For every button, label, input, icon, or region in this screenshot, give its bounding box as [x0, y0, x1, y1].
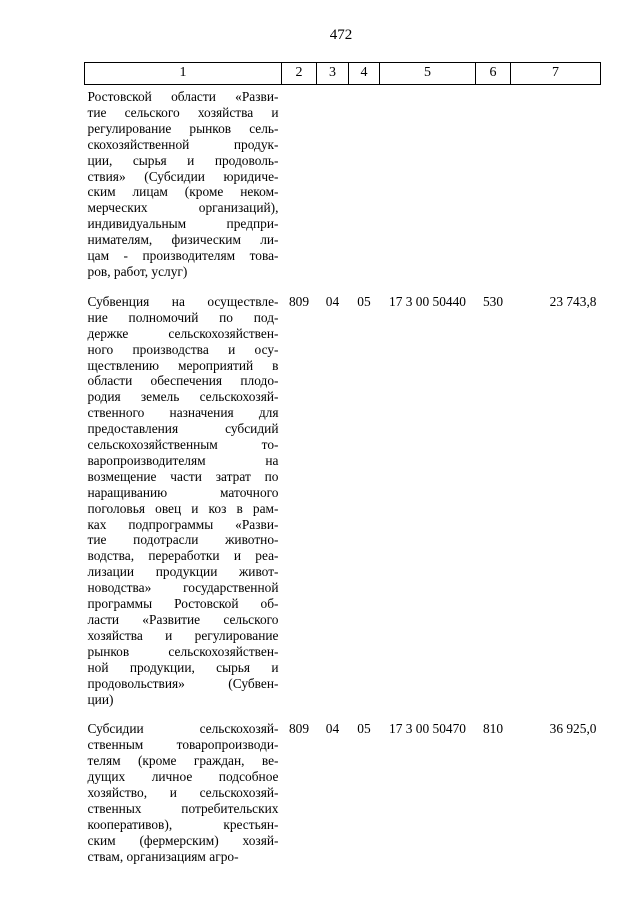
row-description [85, 85, 282, 280]
table-body [85, 85, 601, 865]
description-line: водства, переработки и реа- [87, 548, 279, 564]
amount-cell: 36 925,0 [549, 721, 597, 737]
description-line: ским лицам (кроме неком- [87, 184, 279, 200]
column-header-1: 1 [85, 63, 282, 85]
spacer-cell [85, 707, 282, 717]
description-line: ров, работ, услуг) [87, 263, 188, 279]
description-line: наращиванию маточного [87, 484, 279, 500]
description-line: лизации продукции живот- [87, 564, 279, 580]
description-line: возмещение части затрат по [87, 468, 279, 484]
spacer-cell [380, 280, 476, 290]
target-article-cell: 17 3 00 50440 [389, 293, 466, 309]
description-line: ках подпрограммы «Разви- [87, 516, 279, 532]
header-row [85, 63, 601, 85]
description-line: ствам, организациям агро- [87, 848, 239, 864]
description-line: ствия» (Субсидии юридиче- [87, 168, 279, 184]
table-row [85, 717, 601, 864]
spacer-cell [282, 280, 317, 290]
table-row [85, 290, 601, 708]
description-line: ществлению мероприятий в [87, 357, 279, 373]
description-line: программы Ростовской об- [87, 596, 279, 612]
expense-type-cell: 810 [482, 721, 504, 737]
description-line: нимателям, физическим ли- [87, 232, 279, 248]
description-line: ским (фермерским) хозяй- [87, 832, 279, 848]
description-line: сельскохозяйственным то- [87, 437, 279, 453]
description-line: ственных потребительских [87, 800, 279, 816]
column-header-7: 7 [511, 63, 601, 85]
description-line: ции) [87, 691, 114, 707]
description-line: родия земель сельскохозяй- [87, 389, 279, 405]
description-line: новодства» государственной [87, 580, 279, 596]
description-line: варопроизводителям на [87, 452, 279, 468]
section-cell [317, 85, 349, 280]
description-line: ние полномочий по под- [87, 309, 279, 325]
budget-table [84, 62, 601, 865]
spacer-cell [476, 280, 511, 290]
description-line: ции, сырья и продоволь- [87, 152, 279, 168]
subsection-cell: 05 [357, 293, 371, 309]
description-line: регулирование рынков сель- [87, 120, 279, 136]
spacer-cell [476, 707, 511, 717]
description-line: области обеспечения плодо- [87, 373, 279, 389]
spacer-cell [349, 707, 380, 717]
description-line: ственным товаропроизводи- [87, 737, 279, 753]
admin-code-cell: 809 [288, 293, 310, 309]
description-line: рынков сельскохозяйствен- [87, 643, 279, 659]
admin-code-cell [282, 85, 317, 280]
column-header-6: 6 [476, 63, 511, 85]
description-line: Субвенция на осуществле- [87, 293, 279, 309]
spacer-cell [282, 707, 317, 717]
description-line: предоставления субсидий [87, 421, 279, 437]
section-cell: 04 [325, 721, 340, 737]
spacer-cell [349, 280, 380, 290]
description-line: дущих личное подсобное [87, 769, 279, 785]
target-article-cell: 17 3 00 50470 [389, 721, 466, 737]
spacer-cell [511, 280, 601, 290]
expense-type-cell: 530 [482, 293, 504, 309]
description-line: ласти «Развитие сельского [87, 612, 279, 627]
description-line: цам - производителям това- [87, 248, 279, 264]
description-line: тие сельского хозяйства и [87, 104, 279, 120]
description-line: кооперативов), крестьян- [87, 816, 279, 832]
row-description [85, 717, 282, 864]
description-line: хозяйство, и сельскохозяй- [87, 785, 279, 801]
spacer-cell [317, 280, 349, 290]
row-spacer [85, 280, 601, 290]
description-line: продовольствия» (Субвен- [87, 675, 279, 691]
description-line: индивидуальным предпри- [87, 216, 279, 232]
description-line: ственного назначения для [87, 405, 279, 421]
spacer-cell [380, 707, 476, 717]
row-spacer [85, 707, 601, 717]
description-line: Ростовской области «Разви- [87, 89, 279, 104]
description-line: ной продукции, сырья и [87, 659, 279, 675]
subsection-cell: 05 [357, 721, 371, 737]
description-line: мерческих организаций), [87, 200, 279, 216]
target-article-cell [380, 85, 476, 280]
description-line: держке сельскохозяйствен- [87, 325, 279, 341]
expense-type-cell [476, 85, 511, 280]
column-header-2: 2 [282, 63, 317, 85]
description-line: ного производства и осу- [87, 341, 279, 357]
admin-code-cell: 809 [288, 721, 310, 737]
table-row [85, 85, 601, 280]
description-line: хозяйства и регулирование [87, 627, 279, 643]
section-cell: 04 [325, 293, 340, 309]
row-description [85, 290, 282, 708]
spacer-cell [85, 280, 282, 290]
description-line: тие подотрасли животно- [87, 532, 279, 548]
spacer-cell [511, 707, 601, 717]
description-line: телям (кроме граждан, ве- [87, 753, 279, 769]
column-header-5: 5 [380, 63, 476, 85]
description-line: поголовья овец и коз в рам- [87, 500, 279, 516]
page-number: 472 [329, 27, 353, 43]
column-header-3: 3 [317, 63, 349, 85]
description-line: скохозяйственной продук- [87, 136, 279, 152]
subsection-cell [349, 85, 380, 280]
description-line: Субсидии сельскохозяй- [87, 721, 279, 737]
spacer-cell [317, 707, 349, 717]
column-header-4: 4 [349, 63, 380, 85]
amount-cell: 23 743,8 [549, 293, 597, 309]
amount-cell [511, 85, 601, 280]
